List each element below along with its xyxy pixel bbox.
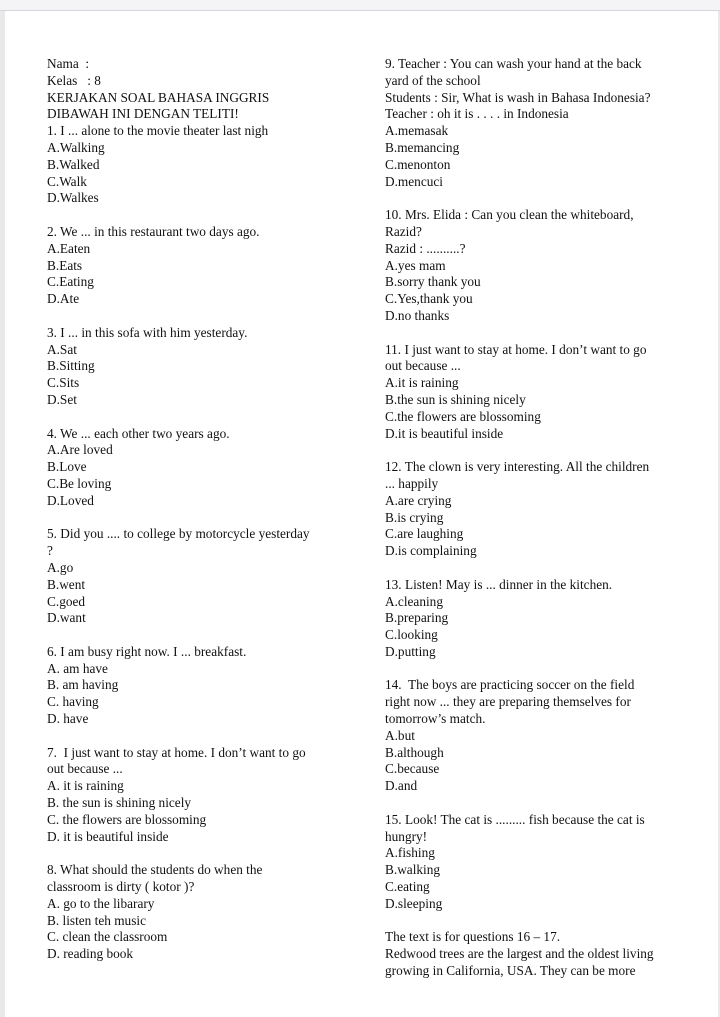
question-text: 12. The clown is very interesting. All the children xyxy=(385,459,650,475)
answer-option: A.memasak xyxy=(385,123,449,139)
answer-option: B.sorry thank you xyxy=(385,274,481,290)
blank-line xyxy=(385,560,685,577)
answer-option: B.memancing xyxy=(385,139,460,155)
answer-option: A.cleaning xyxy=(385,593,443,609)
blank-line xyxy=(47,845,347,862)
answer-option: A.are crying xyxy=(385,492,452,508)
text-line: out because ... xyxy=(47,761,123,777)
answer-option: B.although xyxy=(385,744,444,760)
answer-option: D.mencuci xyxy=(385,173,443,189)
right-column xyxy=(385,56,685,980)
answer-option: B.is crying xyxy=(385,509,444,525)
answer-option: A.fishing xyxy=(385,845,435,861)
answer-option: C.eating xyxy=(385,879,430,895)
answer-option: C.Walk xyxy=(47,173,87,189)
left-column xyxy=(47,56,347,963)
answer-option: B. the sun is shining nicely xyxy=(47,795,192,811)
text-line: KERJAKAN SOAL BAHASA INGGRIS xyxy=(47,89,270,105)
blank-line xyxy=(47,308,347,325)
answer-option: C.looking xyxy=(385,627,438,643)
text-line: Kelas : 8 xyxy=(47,72,101,88)
answer-option: C.Yes,thank you xyxy=(385,291,473,307)
answer-option: D.Set xyxy=(47,391,77,407)
top-bar xyxy=(0,0,720,11)
question-text: 3. I ... in this sofa with him yesterday. xyxy=(47,324,248,340)
text-line: ? xyxy=(47,543,53,559)
answer-option: C.Be loving xyxy=(47,475,112,491)
blank-line xyxy=(47,207,347,224)
blank-line xyxy=(47,627,347,644)
text-line: tomorrow’s match. xyxy=(385,711,486,727)
answer-option: C.the flowers are blossoming xyxy=(385,408,541,424)
blank-line xyxy=(47,728,347,745)
worksheet-page xyxy=(5,11,718,1017)
answer-option: C.Eating xyxy=(47,274,94,290)
blank-line xyxy=(47,409,347,426)
question-text: 6. I am busy right now. I ... breakfast. xyxy=(47,643,247,659)
question-text: 14. The boys are practicing soccer on the field xyxy=(385,677,635,693)
answer-option: B.Sitting xyxy=(47,358,95,374)
text-line: Razid : ..........? xyxy=(385,240,466,256)
text-line: hungry! xyxy=(385,828,428,844)
answer-option: B.walking xyxy=(385,862,441,878)
answer-option: D. it is beautiful inside xyxy=(47,828,169,844)
question-text: 8. What should the students do when the xyxy=(47,862,263,878)
answer-option: A.Walking xyxy=(47,139,105,155)
question-text: 11. I just want to stay at home. I don’t want to go xyxy=(385,341,647,357)
answer-option: C.menonton xyxy=(385,156,451,172)
answer-option: A.Sat xyxy=(47,341,77,357)
question-text: 9. Teacher : You can wash your hand at the back xyxy=(385,56,642,71)
blank-line xyxy=(385,661,685,678)
text-line: ... happily xyxy=(385,475,439,491)
answer-option: D.it is beautiful inside xyxy=(385,425,504,441)
question-text: 4. We ... each other two years ago. xyxy=(47,425,230,441)
text-line: DIBAWAH INI DENGAN TELITI! xyxy=(47,106,239,122)
blank-line xyxy=(385,795,685,812)
text-line: classroom is dirty ( kotor )? xyxy=(47,879,195,895)
answer-option: C. the flowers are blossoming xyxy=(47,811,207,827)
answer-option: D. reading book xyxy=(47,946,134,962)
text-line: Redwood trees are the largest and the oldest living xyxy=(385,946,654,962)
question-text: 10. Mrs. Elida : Can you clean the whiteboard, xyxy=(385,207,634,223)
text-line: yard of the school xyxy=(385,72,481,88)
answer-option: B.the sun is shining nicely xyxy=(385,391,526,407)
question-text: 1. I ... alone to the movie theater last nigh xyxy=(47,123,269,139)
text-line: Razid? xyxy=(385,223,422,239)
answer-option: A.but xyxy=(385,727,415,743)
answer-option: D.no thanks xyxy=(385,307,450,323)
answer-option: B.went xyxy=(47,576,86,592)
text-line: Nama : xyxy=(47,56,90,71)
answer-option: A.Eaten xyxy=(47,240,91,256)
answer-option: D.Ate xyxy=(47,291,80,307)
text-line: Teacher : oh it is . . . . in Indonesia xyxy=(385,106,569,122)
text-line: The text is for questions 16 – 17. xyxy=(385,929,561,945)
answer-option: A.it is raining xyxy=(385,375,459,391)
text-line: out because ... xyxy=(385,358,461,374)
blank-line xyxy=(385,442,685,459)
answer-option: B. am having xyxy=(47,677,119,693)
answer-option: D. have xyxy=(47,711,89,727)
question-text: 5. Did you .... to college by motorcycle yesterday xyxy=(47,526,310,542)
answer-option: B.preparing xyxy=(385,610,449,626)
blank-line xyxy=(385,913,685,930)
text-line: right now ... they are preparing themselves for xyxy=(385,694,631,710)
answer-option: D.putting xyxy=(385,643,436,659)
answer-option: C. clean the classroom xyxy=(47,929,168,945)
answer-option: A.yes mam xyxy=(385,257,446,273)
blank-line xyxy=(47,510,347,527)
answer-option: D.Walkes xyxy=(47,190,99,206)
answer-option: C.because xyxy=(385,761,440,777)
answer-option: A.go xyxy=(47,559,74,575)
answer-option: A. it is raining xyxy=(47,778,124,794)
question-text: 2. We ... in this restaurant two days ago. xyxy=(47,223,260,239)
text-line: Students : Sir, What is wash in Bahasa Indonesia? xyxy=(385,89,651,105)
answer-option: C.goed xyxy=(47,593,86,609)
answer-option: D.is complaining xyxy=(385,543,477,559)
question-text: 15. Look! The cat is ......... fish because the cat is xyxy=(385,811,645,827)
answer-option: B.Walked xyxy=(47,156,100,172)
answer-option: D.and xyxy=(385,778,418,794)
answer-option: D.want xyxy=(47,610,86,626)
answer-option: D.Loved xyxy=(47,492,94,508)
answer-option: A. go to the libarary xyxy=(47,895,155,911)
blank-line xyxy=(385,190,685,207)
answer-option: A. am have xyxy=(47,660,108,676)
question-text: 7. I just want to stay at home. I don’t want to go xyxy=(47,744,306,760)
answer-option: B.Eats xyxy=(47,257,83,273)
answer-option: D.sleeping xyxy=(385,895,443,911)
question-text: 13. Listen! May is ... dinner in the kitchen. xyxy=(385,576,613,592)
answer-option: C.Sits xyxy=(47,375,80,391)
answer-option: C. having xyxy=(47,694,99,710)
text-line: growing in California, USA. They can be more xyxy=(385,963,636,979)
answer-option: A.Are loved xyxy=(47,442,113,458)
answer-option: B. listen teh music xyxy=(47,912,146,928)
blank-line xyxy=(385,325,685,342)
answer-option: B.Love xyxy=(47,459,87,475)
answer-option: C.are laughing xyxy=(385,526,464,542)
